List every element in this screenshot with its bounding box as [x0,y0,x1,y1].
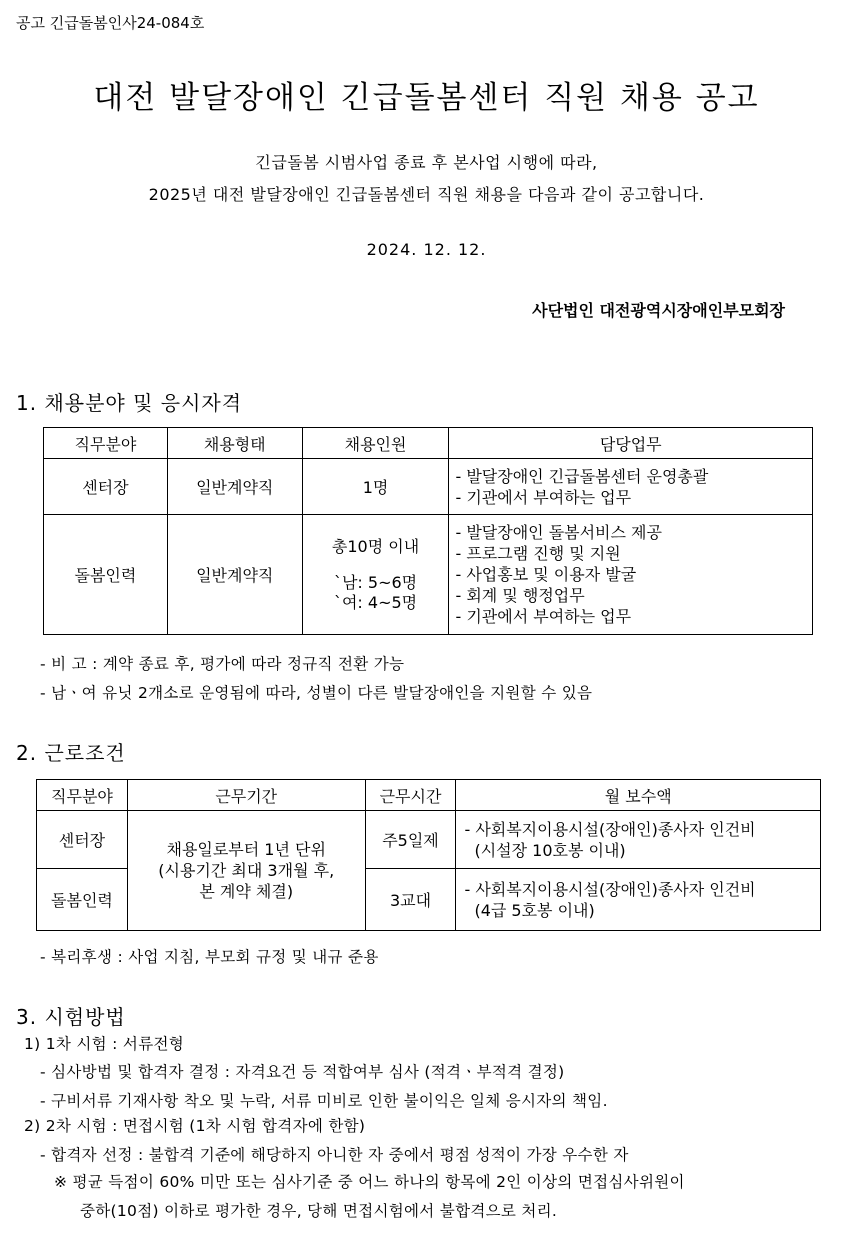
table-row [37,811,821,869]
section1-note-1: - 비 고 : 계약 종료 후, 평가에 따라 정규직 전환 가능 [40,655,405,673]
period-line: (시용기간 최대 3개월 후, [158,861,335,880]
work-period [127,811,365,931]
duty-item: - 사업홍보 및 이용자 발굴 [455,565,637,584]
table-header-row [37,780,821,811]
duty-item: - 발달장애인 긴급돌봄센터 운영총괄 [455,466,709,486]
header-duties: 담당업무 [449,428,813,459]
row-pay [456,869,821,931]
row-count: 1명 [302,459,449,515]
section1-note-2: - 남ㆍ여 유닛 2개소로 운영됨에 따라, 성별이 다른 발달장애인을 지원할 수 있음 [40,684,593,702]
header-count: 채용인원 [302,428,449,459]
duty-item: - 회계 및 행정업무 [455,586,585,605]
exam-step-2-remark: ※ 평균 득점이 60% 미만 또는 심사기준 중 어느 하나의 항목에 2인 이상의 면접심사위원이 [54,1173,685,1191]
row-field: 돌봄인력 [44,515,168,635]
row-duties [449,515,813,635]
recruitment-table [43,427,813,635]
header-hours: 근무시간 [365,780,456,811]
section2-note: - 복리후생 : 사업 지침, 부모회 규정 및 내규 준용 [40,948,379,966]
header-field: 직무분야 [37,780,128,811]
table-row [44,515,813,635]
section2-heading: 2. 근로조건 [16,741,126,765]
period-line: 본 계약 체결) [199,882,294,901]
row-field: 돌봄인력 [37,869,128,931]
exam-step-1-detail-1: - 심사방법 및 합격자 결정 : 자격요건 등 적합여부 심사 (적격ㆍ부적격 결정) [40,1063,565,1081]
period-line: 채용일로부터 1년 단위 [166,840,326,859]
count-male: `남: 5~6명 [333,572,418,592]
intro-line-2: 2025년 대전 발달장애인 긴급돌봄센터 직원 채용을 다음과 같이 공고합니다. [148,185,705,204]
section1-heading: 1. 채용분야 및 응시자격 [16,391,243,415]
header-type: 채용형태 [167,428,302,459]
row-type: 일반계약직 [167,459,302,515]
row-type: 일반계약직 [167,515,302,635]
pay-line: - 사회복지이용시설(장애인)종사자 인건비 [464,879,756,899]
row-field: 센터장 [44,459,168,515]
duty-item: - 기관에서 부여하는 업무 [455,487,632,507]
exam-step-1-detail-2: - 구비서류 기재사항 착오 및 누락, 서류 미비로 인한 불이익은 일체 응시자의 책임. [40,1092,608,1110]
count-total: 총10명 이내 [331,536,420,556]
announcement-date: 2024. 12. 12. [366,240,487,259]
row-hours: 주5일제 [365,811,456,869]
exam-step-2-detail-1: - 합격자 선정 : 불합격 기준에 해당하지 아니한 자 중에서 평점 성적이 가장 우수한 자 [40,1146,629,1164]
header-period: 근무기간 [127,780,365,811]
pay-line: - 사회복지이용시설(장애인)종사자 인건비 [464,819,756,839]
page-title: 대전 발달장애인 긴급돌봄센터 직원 채용 공고 [93,80,760,116]
row-duties [449,459,813,515]
duty-item: - 기관에서 부여하는 업무 [455,607,632,626]
organization-name: 사단법인 대전광역시장애인부모회장 [532,301,785,320]
duty-item: - 프로그램 진행 및 지원 [455,544,621,563]
table-header-row [44,428,813,459]
pay-detail: (시설장 10호봉 이내) [474,840,626,860]
working-conditions-table [36,779,821,931]
duty-item: - 발달장애인 돌봄서비스 제공 [455,523,662,542]
row-field: 센터장 [37,811,128,869]
document-number: 공고 긴급돌봄인사24-084호 [16,14,205,32]
pay-detail: (4급 5호봉 이내) [474,900,595,920]
exam-step-2: 2) 2차 시험 : 면접시험 (1차 시험 합격자에 한함) [24,1117,366,1135]
header-pay: 월 보수액 [456,780,821,811]
table-row [44,459,813,515]
row-hours: 3교대 [365,869,456,931]
intro-line-1: 긴급돌봄 시범사업 종료 후 본사업 시행에 따라, [255,153,598,172]
row-count [302,515,449,635]
row-pay [456,811,821,869]
header-field: 직무분야 [44,428,168,459]
exam-step-1: 1) 1차 시험 : 서류전형 [24,1035,185,1053]
count-female: `여: 4~5명 [333,592,418,612]
section3-heading: 3. 시험방법 [16,1005,126,1029]
exam-step-2-remark-cont: 중하(10점) 이하로 평가한 경우, 당해 면접시험에서 불합격으로 처리. [80,1202,558,1220]
